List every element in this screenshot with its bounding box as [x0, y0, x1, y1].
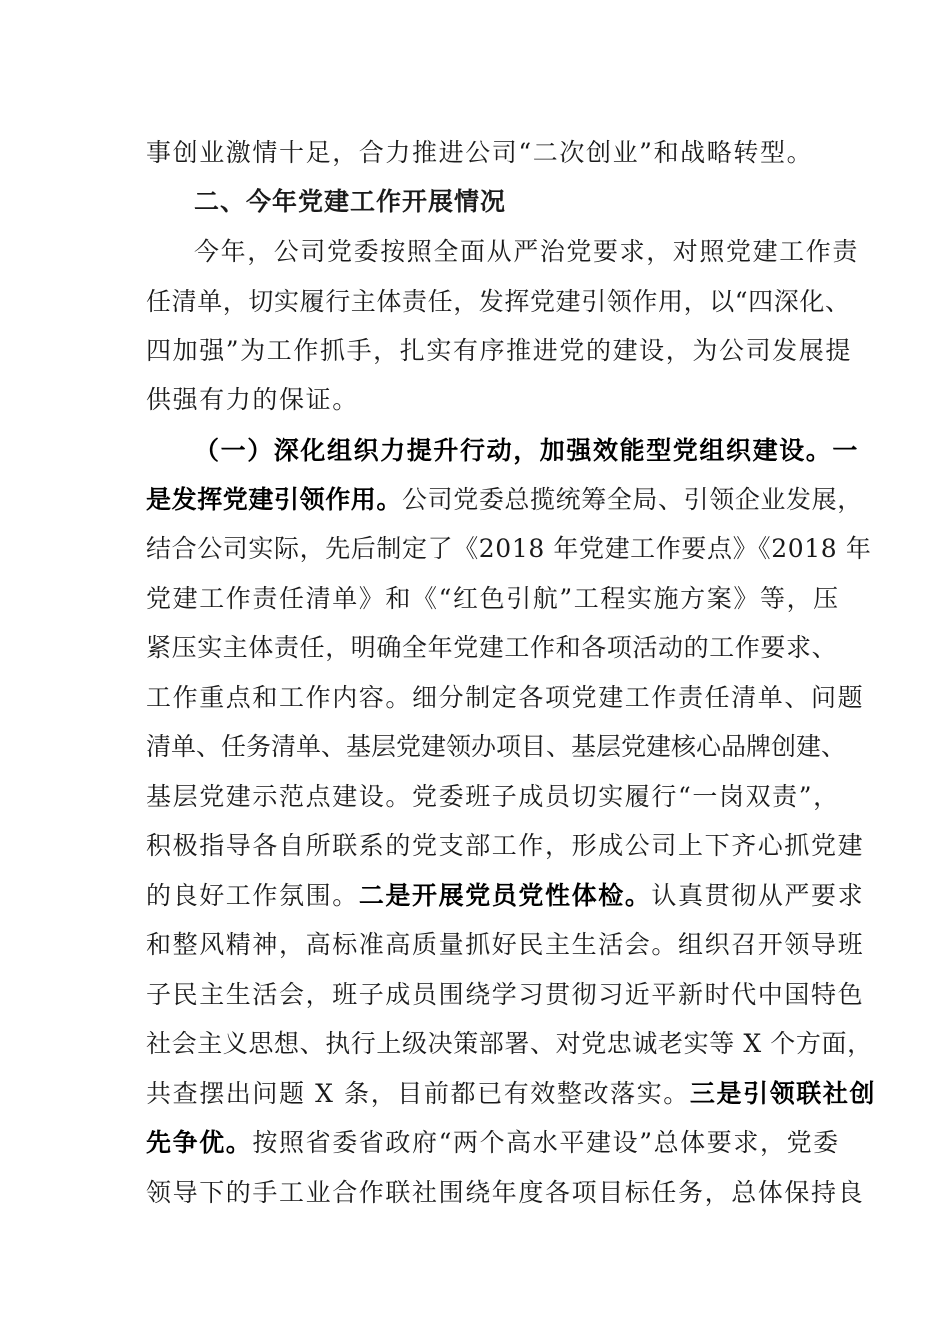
- line-text: 紧压实主体责任，明确全年党建工作和各项活动的工作要求、: [146, 633, 838, 662]
- paragraph-line-8: [146, 485, 863, 515]
- paragraph-line-15: [146, 831, 865, 861]
- paragraph-line-14: [146, 782, 840, 812]
- line-text: 基层党建示范点建设。党委班子成员切实履行“一岗双责”，: [146, 782, 840, 811]
- line-text: 社会主义思想、执行上级决策部署、对党忠诚老实等 X 个方面，: [146, 1029, 873, 1058]
- line-text: 领导下的手工业合作联社围绕年度各项目标任务，总体保持良: [146, 1178, 865, 1207]
- paragraph-line-4: [146, 287, 851, 317]
- section-heading: [194, 187, 874, 217]
- paragraph-line-16: [146, 881, 865, 911]
- line-text: 供强有力的保证。: [146, 385, 359, 414]
- line-text: 和整风精神，高标准高质量抓好民主生活会。组织召开领导班: [146, 930, 865, 959]
- line-tail: 认真贯彻从严要求: [651, 881, 865, 910]
- line-text: 任清单，切实履行主体责任，发挥党建引领作用，以“四深化、: [146, 287, 851, 316]
- paragraph-line-6: [146, 385, 826, 415]
- paragraph-line-5: [146, 336, 852, 366]
- line-text: 党建工作责任清单》和《“红色引航”工程实施方案》等，压: [146, 584, 840, 613]
- line-text: 的良好工作氛围。: [146, 881, 359, 910]
- line-text: 子民主生活会，班子成员围绕学习贯彻习近平新时代中国特色: [146, 980, 865, 1009]
- paragraph-line-18: [146, 980, 865, 1010]
- paragraph-line-12: [146, 683, 865, 713]
- heading-text: 二、今年党建工作开展情况: [194, 187, 507, 216]
- paragraph-line-22: [146, 1178, 865, 1208]
- line-text: 四加强”为工作抓手，扎实有序推进党的建设，为公司发展提: [146, 336, 852, 365]
- line-text: 今年，公司党委按照全面从严治党要求，对照党建工作责: [194, 237, 860, 266]
- paragraph-line-20: [146, 1079, 877, 1109]
- line-text: 结合公司实际，先后制定了《2018 年党建工作要点》《2018 年: [146, 534, 872, 563]
- line-text: 清单、任务清单、基层党建领办项目、基层党建核心品牌创建、: [146, 732, 847, 761]
- paragraph-line-21: [146, 1128, 840, 1158]
- bold-lead: 先争优。: [146, 1128, 253, 1157]
- line-text: 按照省委省政府“两个高水平建设”总体要求，党委: [252, 1128, 840, 1157]
- line-text: 积极指导各自所联系的党支部工作，形成公司上下齐心抓党建: [146, 831, 865, 860]
- line-text: 共查摆出问题 X 条，目前都已有效整改落实。: [146, 1079, 690, 1108]
- paragraph-line-17: [146, 930, 865, 960]
- bold-text: （一）深化组织力提升行动，加强效能型党组织建设。一: [194, 436, 860, 465]
- paragraph-line-19: [146, 1029, 873, 1059]
- paragraph-line-10: [146, 584, 840, 614]
- bold-lead: 二是开展党员党性体检。: [358, 881, 652, 910]
- paragraph-line-9: [146, 534, 872, 564]
- subsection-heading-line: [194, 436, 874, 466]
- bold-lead: 三是引领联社创: [689, 1079, 877, 1108]
- line-text: 工作重点和工作内容。细分制定各项党建工作责任清单、问题: [146, 683, 865, 712]
- paragraph-line-11: [146, 633, 838, 663]
- line-text: 公司党委总揽统筹全局、引领企业发展，: [402, 485, 863, 514]
- bold-lead: 是发挥党建引领作用。: [146, 485, 403, 514]
- paragraph-line-1: [146, 138, 826, 168]
- paragraph-line-13: [146, 732, 847, 762]
- line-text: 事创业激情十足，合力推进公司“二次创业”和战略转型。: [146, 138, 814, 167]
- paragraph-line-3: [194, 237, 874, 267]
